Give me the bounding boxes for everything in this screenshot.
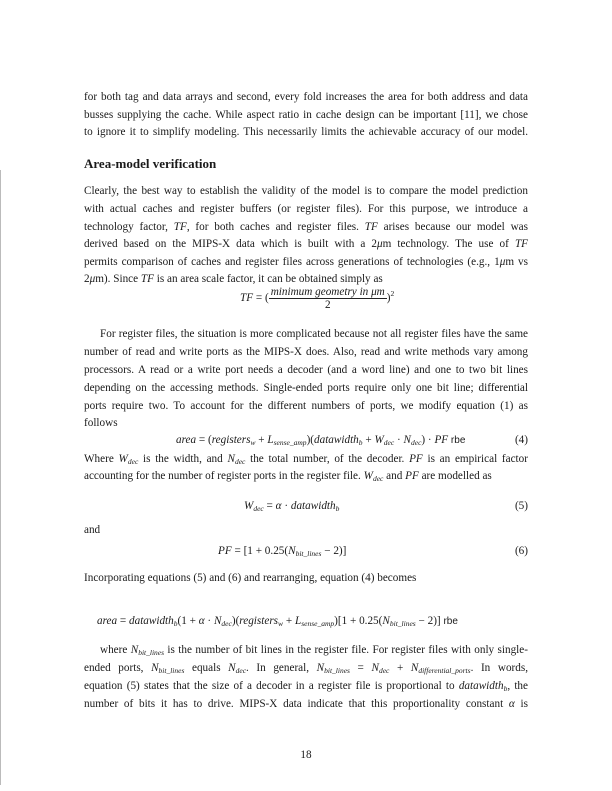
- math-symbol: registers: [239, 615, 279, 627]
- text-run: =: [349, 662, 372, 674]
- text-line: [84, 345, 528, 359]
- text-run: arises because our model was: [377, 221, 528, 233]
- math-subscript: b: [173, 619, 178, 628]
- text-run: , the: [507, 680, 528, 692]
- text-run: number of bits it has to drive. MIPS-X data indicate that this proportionality constant: [84, 698, 509, 710]
- text-run: is the number of bit lines in the register file. For register files with only single-: [164, 644, 528, 656]
- text-run: accounting for the number of register ports in the register file.: [84, 470, 364, 482]
- math-symbol: datawidth: [314, 434, 359, 446]
- text-run: technology factor,: [84, 221, 174, 233]
- text-run: is an area scale factor, it can be obtained simply as: [153, 273, 383, 285]
- text-line: [84, 220, 528, 234]
- fraction-numerator: minimum geometry in μm: [270, 286, 385, 298]
- text-run: +: [255, 434, 268, 446]
- text-run: is the width, and: [138, 453, 228, 465]
- eq-close: ): [386, 292, 391, 305]
- math-symbol: α: [275, 500, 282, 512]
- math-symbol: area: [97, 615, 118, 627]
- text-run: , for both caches and register files.: [186, 221, 365, 233]
- equation-tf: [240, 286, 394, 311]
- eq-open: = (: [253, 292, 269, 305]
- text-line: [84, 184, 528, 198]
- text-run: and: [383, 470, 406, 482]
- math-symbol: L: [267, 434, 274, 446]
- text-run: the total number, of the decoder.: [245, 453, 410, 465]
- math-subscript: sense_amp: [301, 619, 335, 628]
- text-run: number of read and write ports as the MIPS-X does. Also, read and write methods vary among: [84, 346, 528, 358]
- text-run: ·: [281, 500, 291, 512]
- math-symbol: N: [227, 453, 235, 465]
- text-run: depending on the accessing methods. Single-ended ports require only one bit line; differential: [84, 382, 528, 394]
- math-symbol: α: [508, 698, 515, 710]
- text-run: )(: [231, 615, 240, 627]
- math-symbol: PF: [218, 545, 232, 557]
- math-subscript: sense_amp: [273, 438, 307, 447]
- math-subscript: dec: [253, 504, 264, 513]
- math-symbol: N: [371, 662, 379, 674]
- page-number: 18: [300, 749, 312, 761]
- text-run: processors. A read or a write port needs a decoder (and a word line) and one to two bit lines: [84, 364, 528, 376]
- math-subscript: differential_ports: [418, 666, 471, 675]
- math-symbol: N: [151, 662, 159, 674]
- math-symbol: TF: [364, 221, 378, 233]
- math-subscript: bit_lines: [389, 619, 416, 628]
- text-line: [84, 399, 528, 413]
- text-run: +: [362, 434, 375, 446]
- text-line: Incorporating equations (5) and (6) and rearranging, equation (4) becomes: [84, 572, 417, 584]
- text-run: m vs: [505, 256, 528, 268]
- text-line: [84, 679, 528, 696]
- text-run: +: [389, 662, 411, 674]
- text-run: ended ports,: [84, 662, 152, 674]
- text-run: − 2)]: [321, 545, 347, 557]
- text-run: busses supplying the cache. While aspect ratio in cache design can be important [11], we chose: [84, 109, 528, 121]
- math-symbol: TF: [173, 221, 187, 233]
- math-subscript: w: [278, 619, 284, 628]
- equation-number: (5): [514, 500, 528, 512]
- math-symbol: PF: [405, 470, 419, 482]
- equation-number: (6): [514, 545, 528, 557]
- math-subscript: b: [503, 684, 508, 693]
- text-run: =: [117, 615, 129, 627]
- equation-6: [218, 545, 346, 558]
- math-subscript: w: [250, 438, 256, 447]
- text-run: m technology. The use of: [382, 238, 515, 250]
- equation-number: (4): [514, 434, 528, 446]
- text-line: [84, 416, 528, 430]
- math-subscript: dec: [410, 438, 422, 447]
- text-run: − 2)]: [415, 615, 444, 627]
- math-symbol: μ: [499, 256, 506, 268]
- math-symbol: PF: [409, 453, 423, 465]
- math-symbol: N: [316, 662, 325, 674]
- text-line: [84, 661, 528, 678]
- text-line: [84, 237, 528, 251]
- text-run: 2: [84, 273, 90, 285]
- math-symbol: TF: [514, 238, 528, 250]
- text-run: = (: [196, 434, 212, 446]
- fraction-denominator: 2: [324, 299, 331, 311]
- text-run: Clearly, the best way to establish the validity of the model is to compare the model prediction: [84, 185, 528, 197]
- math-subscript: dec: [235, 666, 247, 675]
- text-run: is an empirical factor: [422, 453, 528, 465]
- text-run: = [1 + 0.25(: [231, 545, 289, 557]
- math-symbol: datawidth: [458, 680, 504, 692]
- text-run: equals: [184, 662, 229, 674]
- text-line: [84, 108, 528, 122]
- math-subscript: dec: [383, 438, 395, 447]
- text-run: equation (5) states that the size of a decoder in a register file is proportional to: [84, 680, 459, 692]
- section-heading: Area-model verification: [84, 156, 217, 171]
- math-symbol: μ: [377, 238, 383, 250]
- text-run: follows: [84, 417, 118, 429]
- text-run: ports require two. To account for the different numbers of ports, we modify equation (1) as: [84, 400, 528, 412]
- math-symbol: N: [130, 644, 139, 656]
- math-symbol: PF: [434, 434, 449, 446]
- math-subscript: dec: [378, 666, 390, 675]
- text-run: derived based on the MIPS-X data which is built with a 2: [84, 238, 378, 250]
- math-subscript: dec: [221, 619, 232, 628]
- math-symbol: registers: [211, 434, 251, 446]
- equation-4: [176, 434, 465, 447]
- equation-5: [244, 500, 339, 513]
- text-run: . In general,: [246, 662, 317, 674]
- math-subscript: dec: [372, 474, 384, 483]
- text-run: ·: [204, 615, 214, 627]
- text-run: Where: [84, 453, 119, 465]
- text-line: [84, 469, 528, 486]
- math-subscript: b: [335, 504, 340, 513]
- math-symbol: N: [288, 545, 296, 557]
- math-symbol: N: [228, 662, 236, 674]
- text-line: [84, 272, 528, 286]
- text-run: ·: [394, 434, 404, 446]
- math-symbol: area: [176, 434, 197, 446]
- text-run: (1 +: [177, 615, 199, 627]
- text-run: =: [263, 500, 276, 512]
- text-run: are modelled as: [418, 470, 492, 482]
- text-run: is: [514, 698, 528, 710]
- text-run: to ignore it to simplify modeling. This necessarily limits the achievable accuracy of our model.: [84, 126, 528, 138]
- page-edge-line: [0, 170, 1, 785]
- math-symbol: TF: [140, 273, 154, 285]
- math-symbol: L: [294, 615, 302, 627]
- math-symbol: W: [363, 470, 373, 482]
- math-symbol: α: [198, 615, 205, 627]
- math-symbol: N: [403, 434, 411, 446]
- text-run: +: [283, 615, 295, 627]
- math-subscript: bit_lines: [324, 666, 350, 675]
- text-run: with actual caches and register buffers (or register files). For this purpose, we introduce a: [84, 203, 528, 215]
- math-symbol: μ: [89, 273, 96, 285]
- math-symbol: N: [410, 662, 419, 674]
- math-subscript: bit_lines: [295, 549, 322, 558]
- fraction: [269, 286, 387, 311]
- math-symbol: W: [374, 434, 384, 446]
- math-subscript: bit_lines: [138, 648, 165, 657]
- text-run: for both tag and data arrays and second, every fold increases the area for both address and data: [84, 91, 528, 103]
- math-symbol: N: [382, 615, 390, 627]
- text-line: and: [84, 524, 101, 536]
- text-line: [84, 381, 528, 395]
- math-symbol: N: [213, 615, 222, 627]
- text-line: [84, 697, 528, 711]
- unit-label: rbe: [443, 616, 458, 627]
- math-subscript: dec: [127, 457, 139, 466]
- math-symbol: datawidth: [290, 500, 336, 512]
- exponent: 2: [390, 289, 395, 299]
- text-line: [100, 643, 528, 660]
- math-symbol: W: [244, 500, 254, 512]
- text-run: m). Since: [95, 273, 141, 285]
- text-run: )(: [306, 434, 315, 446]
- text-run: ) ·: [421, 434, 435, 446]
- math-subscript: b: [358, 438, 363, 447]
- text-line: [84, 255, 528, 269]
- text-run: permits comparison of caches and register files across generations of technologies (e.g., 1: [84, 256, 500, 268]
- text-run: For register files, the situation is more complicated because not all register files have the same: [100, 328, 528, 340]
- math-subscript: dec: [234, 457, 246, 466]
- text-line: [84, 452, 528, 469]
- text-run: )[1 + 0.25(: [334, 615, 383, 627]
- text-line: [84, 90, 528, 104]
- text-run: . In words,: [470, 662, 529, 674]
- text-line: [84, 363, 528, 377]
- math-subscript: bit_lines: [158, 666, 185, 675]
- eq-lhs: TF: [240, 292, 254, 305]
- unit-label: rbe: [450, 435, 466, 446]
- math-symbol: W: [118, 453, 128, 465]
- text-line: [84, 125, 528, 139]
- equation-7: [97, 615, 458, 628]
- text-line: [84, 202, 528, 216]
- text-run: where: [100, 644, 131, 656]
- math-symbol: datawidth: [129, 615, 174, 627]
- text-line: [100, 327, 528, 341]
